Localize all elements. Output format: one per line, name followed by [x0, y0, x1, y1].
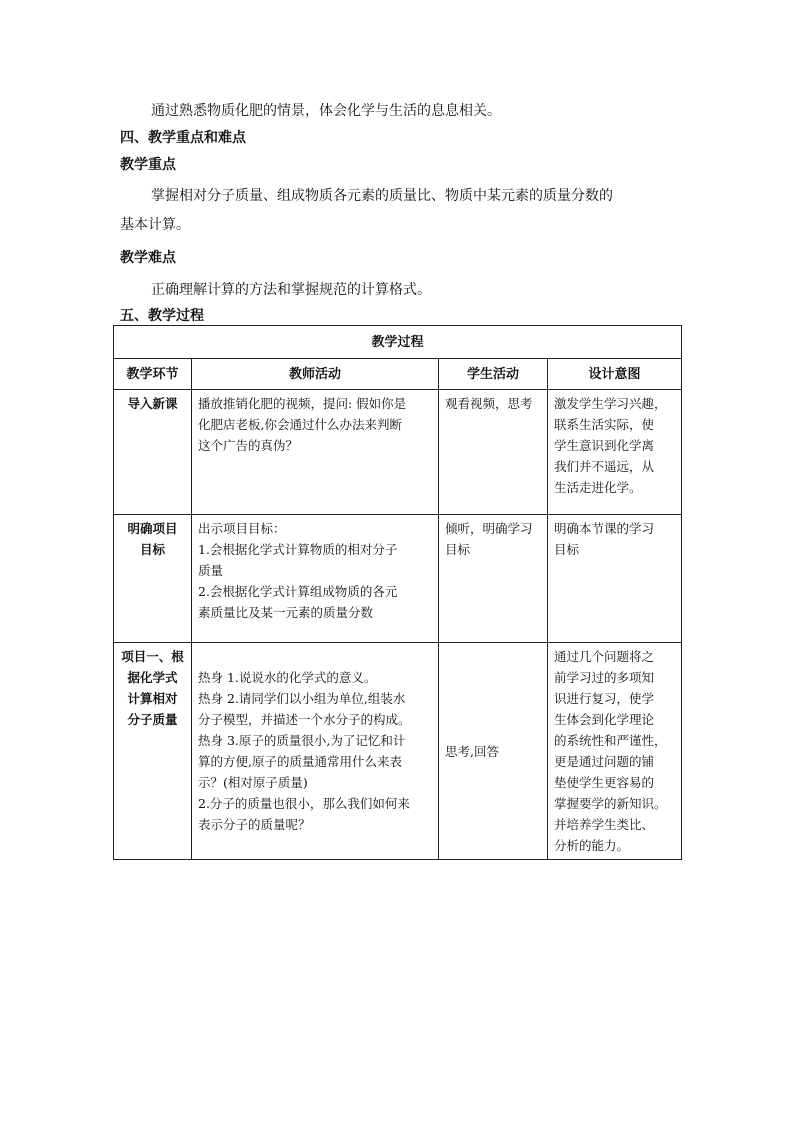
student-line: 观看视频，思考 [445, 396, 533, 411]
intent-line: 明确本节课的学习 [554, 521, 655, 536]
table-row [114, 643, 682, 860]
intent-line: 掌握要学的新知识。 [554, 796, 667, 811]
teacher-line: 这个广告的真伪？ [198, 438, 299, 453]
difficulties-heading: 教学难点 [120, 250, 176, 266]
intro-paragraph: 通过熟悉物质化肥的情景，体会化学与生活的息息相关。 [151, 103, 501, 119]
stage-label: 明确项目 [127, 521, 178, 536]
intent-line: 生活走进化学。 [554, 480, 642, 495]
column-header-student: 学生活动 [439, 359, 548, 390]
table-row [114, 390, 682, 515]
stage-cell [114, 515, 192, 643]
stage-cell [114, 643, 192, 860]
student-line: 思考,回答 [445, 743, 499, 759]
teacher-line: 化肥店老板,你会通过什么办法来判断 [198, 417, 402, 432]
teacher-line: 热身 3.原子的质量很小,为了记忆和计 [198, 733, 406, 748]
teacher-line: 热身 1.说说水的化学式的意义。 [198, 670, 377, 685]
difficulties-paragraph: 正确理解计算的方法和掌握规范的计算格式。 [151, 282, 431, 298]
teacher-line: 算的方便,原子的质量通常用什么来表 [198, 754, 402, 769]
teacher-line: 分子模型，并描述一个水分子的构成。 [198, 712, 411, 727]
intent-line: 分析的能力。 [554, 838, 630, 853]
intent-line: 我们并不遥远，从 [554, 459, 655, 474]
intent-cell [548, 515, 682, 643]
column-header-teacher: 教师活动 [192, 359, 439, 390]
student-line: 倾听，明确学习 [445, 521, 533, 536]
teacher-cell [192, 390, 439, 515]
intent-line: 生体会到化学理论 [554, 712, 655, 727]
intent-line: 学生意识到化学离 [554, 438, 655, 453]
key-points-line-2: 基本计算。 [120, 217, 190, 233]
section-four-heading: 四、教学重点和难点 [120, 130, 246, 146]
stage-label: 项目一、根 [121, 649, 184, 664]
key-points-heading: 教学重点 [120, 157, 176, 173]
intent-cell [548, 643, 682, 860]
section-five-heading: 五、教学过程 [120, 308, 204, 324]
teacher-line: 出示项目目标： [198, 521, 286, 536]
teacher-line: 质量 [198, 563, 224, 578]
teacher-line: 热身 2.请同学们以小组为单位,组装水 [198, 691, 406, 706]
stage-label: 目标 [139, 542, 165, 557]
teaching-process-table [113, 325, 682, 860]
teacher-line: 2.会根据化学式计算组成物质的各元 [198, 584, 398, 599]
stage-label: 据化学式 [127, 670, 178, 685]
teacher-line: 播放推销化肥的视频，提问: 假如你是 [198, 396, 407, 411]
stage-cell [114, 390, 192, 515]
intent-line: 识进行复习，使学 [554, 691, 655, 706]
teacher-cell [192, 515, 439, 643]
intent-line: 目标 [554, 542, 580, 557]
teacher-line: 素质量比及某一元素的质量分数 [198, 605, 374, 620]
stage-label: 计算相对 [127, 691, 178, 706]
intent-line: 垫使学生更容易的 [554, 775, 655, 790]
column-header-intent: 设计意图 [548, 359, 682, 390]
intent-line: 并培养学生类比、 [554, 817, 655, 832]
student-cell [439, 515, 548, 643]
intent-line: 更是通过问题的铺 [554, 754, 655, 769]
key-points-line-1: 掌握相对分子质量、组成物质各元素的质量比、物质中某元素的质量分数的 [151, 188, 613, 204]
table-caption: 教学过程 [114, 326, 682, 359]
intent-line: 激发学生学习兴趣， [554, 396, 667, 411]
table-caption-row [114, 326, 682, 359]
teacher-line: 2.分子的质量也很小，那么我们如何来 [198, 796, 410, 811]
teacher-line: 1.会根据化学式计算物质的相对分子 [198, 542, 398, 557]
intent-cell [548, 390, 682, 515]
intent-line: 通过几个问题将之 [554, 649, 655, 664]
intent-line: 的系统性和严谨性， [554, 733, 667, 748]
stage-label: 分子质量 [127, 712, 178, 727]
table-row [114, 515, 682, 643]
student-line: 目标 [445, 542, 471, 557]
intent-line: 联系生活实际，使 [554, 417, 655, 432]
table-header-row [114, 359, 682, 390]
teacher-cell [192, 643, 439, 860]
student-cell [439, 390, 548, 515]
intent-line: 前学习过的多项知 [554, 670, 655, 685]
student-cell [439, 643, 548, 860]
teacher-line: 表示分子的质量呢？ [198, 817, 311, 832]
teacher-line: 示？(相对原子质量) [198, 775, 308, 790]
column-header-stage: 教学环节 [114, 359, 192, 390]
stage-label: 导入新课 [127, 396, 178, 411]
